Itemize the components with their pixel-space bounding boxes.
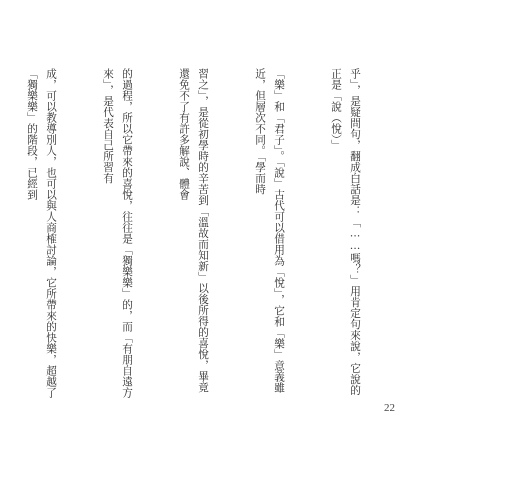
text-column: 的過程，所以它帶來的喜悅，往往是「獨樂樂」的，而「有朋自遠方來」，是代表自己所習有: [102, 68, 133, 398]
vertical-body-text: [26, 68, 402, 398]
text-column: 「樂」和「君子」。「說」古代可以借用為「悅」，它和「樂」意義雖近，但層次不同。「學而時: [254, 68, 285, 394]
text-column: 成，可以教導別人，也可以與人商榷討論，它所帶來的快樂，超越了「獨樂樂」的階段，已經到: [26, 68, 57, 398]
page-number: 22: [384, 402, 395, 414]
text-column: 習之」，是從初學時的辛苦到「溫故而知新」以後所得的喜悅，畢竟還免不了有許多解說、體會: [178, 68, 209, 393]
text-column: 乎」，是疑問句，翻成白話是：「……嗎？」用肯定句來說，它說的正是「說（悅）」: [330, 68, 361, 396]
